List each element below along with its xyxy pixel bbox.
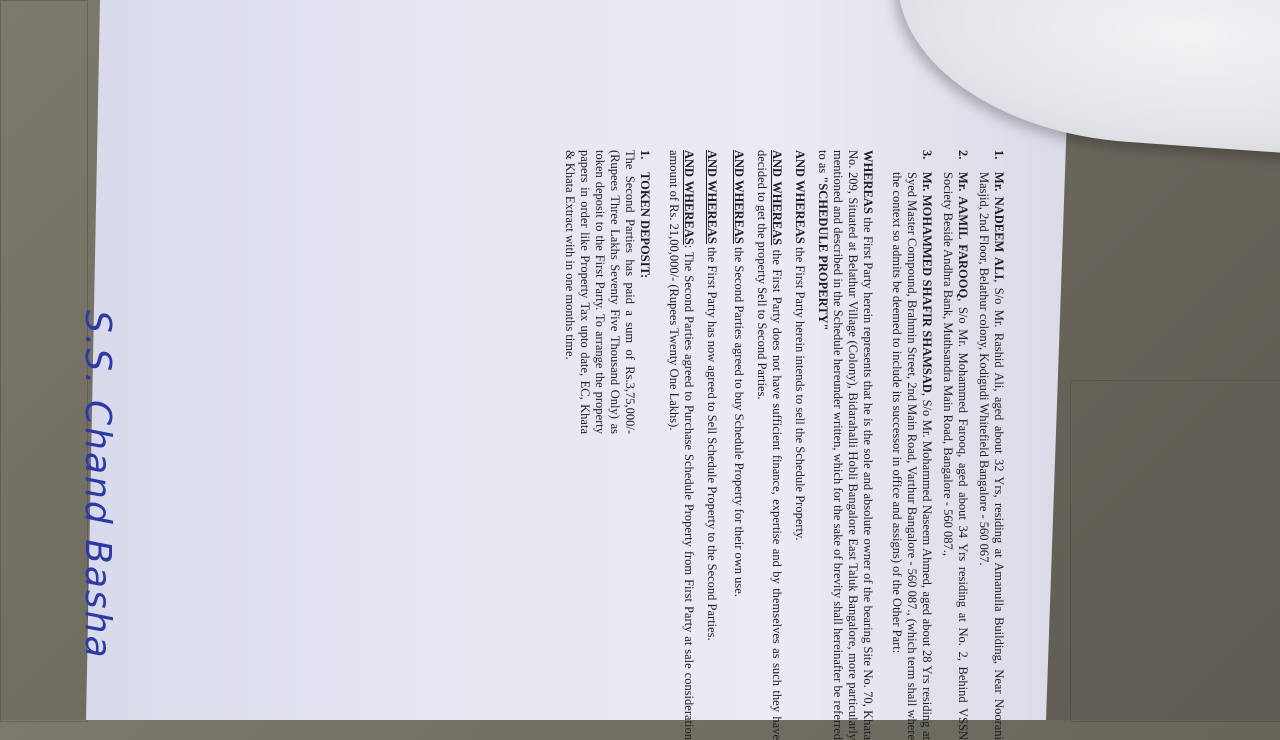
- and-whereas-recital: AND WHEREAS the First Party herein intends to sell the Schedule Property.: [793, 150, 807, 541]
- party-item-3: [889, 150, 934, 740]
- schedule-property-term: "SCHEDULE PROPERTY": [816, 176, 830, 331]
- and-whereas-recital: AND WHEREAS the First Party has now agreed to Sell Schedule Property to the Second Parties.: [705, 150, 719, 641]
- party-details: , S/o Mr. Mohammed Farooq, aged about 34 Yrs residing at No. 2, Behind VSSN Society Beside Andhra Bank, Muthsandra Main Road, Bangalore - 560 087.,: [941, 172, 970, 740]
- handwritten-signature: S.S. Chand Basha: [77, 310, 118, 660]
- party-number: 1.: [992, 150, 1006, 160]
- agreement-text: [266, 150, 1006, 740]
- party-item-2: [940, 150, 970, 740]
- floor-tile-line: [1070, 380, 1280, 722]
- party-number: 3.: [920, 150, 934, 160]
- party-name: Mr. MOHAMMED SHAFIR SHAMSAD: [920, 172, 934, 393]
- party-item-1: [976, 150, 1006, 740]
- and-whereas-recital: AND WHEREAS the Second Parties agreed to buy Schedule Property for their own use.: [732, 150, 746, 597]
- section-heading: 1.TOKEN DEPOSIT:: [638, 150, 652, 279]
- party-name: Mr. AAMIL FAROOQ: [956, 172, 970, 299]
- floor-tile-line: [0, 0, 88, 722]
- party-details: , S/o Mr. Rashid Ali, aged about 32 Yrs, residing at Amanulla Building, Near Noorani Masjid, 2nd Floor, Belathur colony, Kodigudi Whitefield Bangalore - 560 067.: [977, 172, 1006, 740]
- and-whereas-recital: AND WHEREAS: The Second Parties agreed to Purchase Schedule Property from First Party at sale consideration amount of Rs. 21,00,000/- (Rupees Twenty One Lakhs).: [667, 150, 696, 740]
- token-deposit-paragraph: The Second Parties has paid a sum of Rs.3,75,000/- (Rupees Three Lakhs Seventy Five Thousand Only) as token deposit to the First Party. To arrange the property papers in order like Property Tax upto date, EC, Khata & Khata Extract with in one months time.: [563, 150, 637, 434]
- whereas-recital: WHEREAS the First Party herein represents that he is the sole and absolute owner of the bearing Site No. 70, Khata No. 209, Situated at Belathur Village (Colony), Bidarahalli Hobli Bangalore East Taluk Bangalore, more particularly mentioned and described in the Schedule hereunder written, which for the sake of brevity shall hereinafter be referred to as "SCHEDULE PROPERTY": [816, 150, 875, 740]
- and-whereas-recital: AND WHEREAS the First Party does not have sufficient finance, expertise and by themselves as such they have decided to get the property Sell to Second Parties.: [755, 150, 784, 740]
- party-details: , S/o Mr. Mohammed Naseem Ahmed, aged about 28 Yrs residing at Syed Master Compound, Brahmin Street, 2nd Main Road, Varthur Bangalore - 560 087., (which term shall where the context so admits be deemed to include its successor in office and assigns) of the Other Part:: [890, 172, 934, 740]
- party-number: 2.: [956, 150, 970, 160]
- party-name: Mr. NADEEM ALI: [992, 172, 1006, 280]
